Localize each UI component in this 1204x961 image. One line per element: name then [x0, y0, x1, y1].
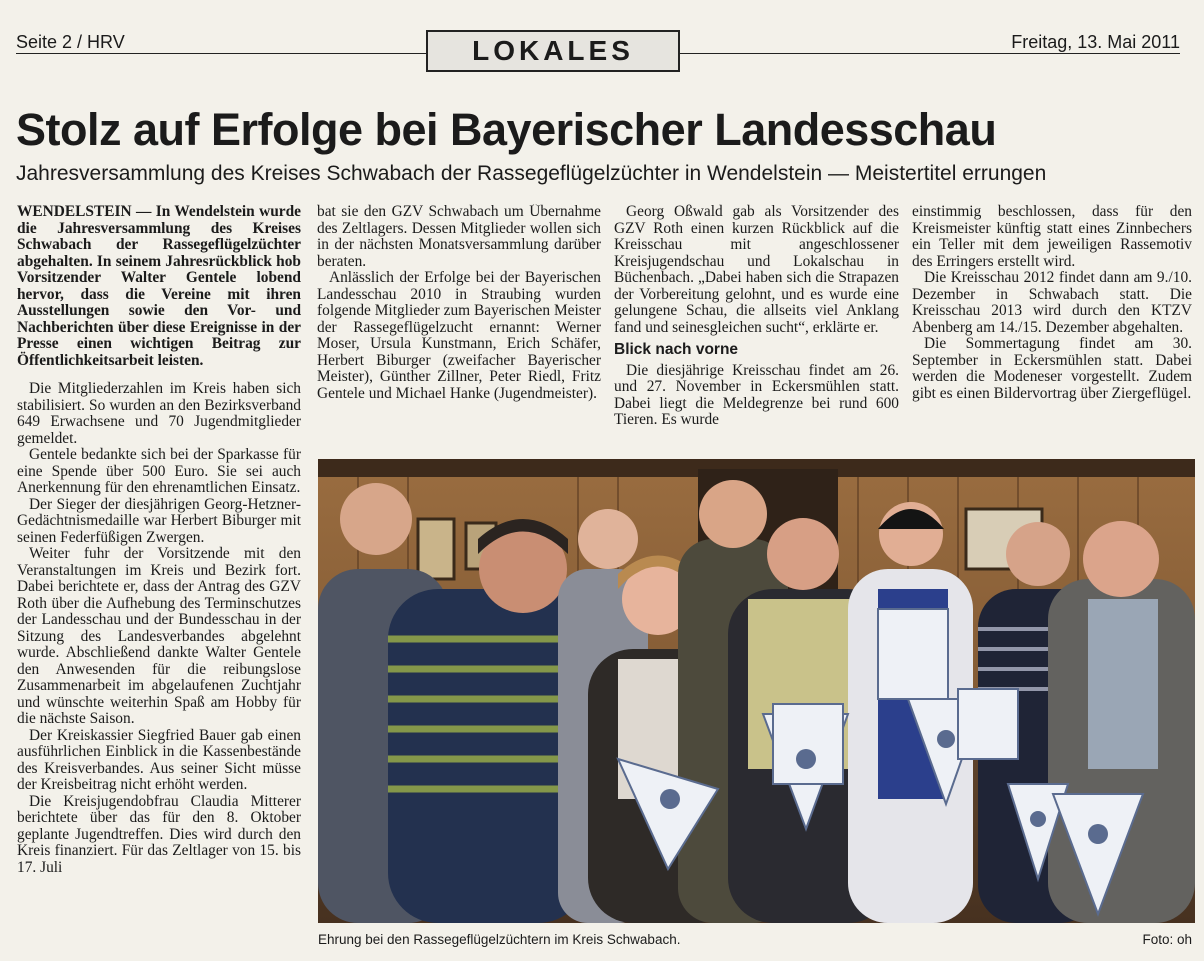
paragraph: Gentele bedankte sich bei der Sparkasse für eine Spende über 500 Euro. Sie sei auch Anerkennung für den ehrenamtlichen Einsatz. [17, 446, 301, 496]
paragraph: bat sie den GZV Schwabach um Übernahme des Zeltlagers. Dessen Mitglieder wollen sich in der nächsten Monatsversammlung darüber beraten. [317, 204, 601, 270]
photo-credit: Foto: oh [1142, 932, 1192, 947]
issue-date: Freitag, 13. Mai 2011 [1011, 32, 1180, 52]
paragraph: Die diesjährige Kreisschau findet am 26. und 27. November in Eckersmühlen statt. Dabei liegt die Meldegrenze bei rund 600 Tieren. Es wurde [614, 361, 899, 428]
paragraph: Der Sieger der diesjährigen Georg-Hetzner-Gedächtnismedaille war Herbert Biburger mit seinen Federfüßigen Zwergen. [17, 495, 301, 546]
paragraph: Der Kreiskassier Siegfried Bauer gab einen ausführlichen Einblick in die Kassenbestände des Kreisverbandes. Aus seiner Sicht müsse der Kreisbeitrag nicht erhöht werden. [17, 726, 301, 793]
header-rule-left [16, 53, 426, 54]
article-column-4 [912, 204, 1192, 456]
paragraph: Anlässlich der Erfolge bei der Bayerischen Landesschau 2010 in Straubing wurden folgende Mitglieder zum Bayerischen Meister der Rassegeflügelzucht ernannt: Werner Moser, Ursula Kunstmann, Erich Schäfer, Herbert Biburger (zweifacher Bayerischer Meister), Günther Zillner, Peter Riedl, Fritz Gentele und Michael Hanke (Jugendmeister). [317, 269, 601, 402]
lead-paragraph: WENDELSTEIN — In Wendelstein wurde die Jahresversammlung des Kreises Schwabach der Rassegeflügelzüchter abgehalten. In seinem Jahresrückblick hob Vorsitzender Walter Gentele lobend hervor, dass die Vereine mit ihren Ausstellungen sowie den Vor- und Nachberichten über diese Ereignisse in der Presse einen wichtigen Beitrag zur Öffentlichkeitsarbeit leisten. [17, 204, 301, 369]
paragraph: einstimmig beschlossen, dass für den Kreismeister künftig statt eines Zinnbechers ein Teller mit dem jeweiligen Rassemotiv des Erringers erstellt wird. [912, 204, 1192, 270]
paragraph: Die Sommertagung findet am 30. September in Eckersmühlen statt. Dabei werden die Modeneser vorgestellt. Zudem gibt es einen Bildervortrag über Ziergeflügel. [912, 335, 1192, 402]
header-rule-right [680, 53, 1180, 54]
headline: Stolz auf Erfolge bei Bayerischer Landesschau [16, 104, 997, 155]
article-column-3 [614, 204, 899, 456]
subheadline: Jahresversammlung des Kreises Schwabach der Rassegeflügelzüchter in Wendelstein — Meistertitel errungen [16, 162, 1047, 185]
paragraph: Die Kreisjugendobfrau Claudia Mitterer berichtete über das für den 8. Oktober geplante Jugendtreffen. Dies wird durch den Kreis finanziert. Für das Zeltlager von 15. bis 17. Juli [17, 792, 301, 876]
paragraph: Die Mitgliederzahlen im Kreis haben sich stabilisiert. So wurden an den Bezirksverband 649 Erwachsene und 70 Jugendmitglieder gemeldet. [17, 380, 301, 447]
article-column-2 [317, 204, 601, 456]
photo-caption: Ehrung bei den Rassegeflügelzüchtern im Kreis Schwabach. [318, 932, 681, 947]
group-photo-image [318, 459, 1195, 923]
group-photo [318, 459, 1195, 923]
section-label: LOKALES [472, 35, 634, 66]
paragraph: Weiter fuhr der Vorsitzende mit den Veranstaltungen im Kreis und Bezirk fort. Dabei berichtete er, dass der Antrag des GZV Roth über die Aufhebung des Terminschutzes der Landesschau und der Bundesschau in der Sitzung des Landesverbandes abgelehnt wurde. Abschließend dankte Walter Gentele den Anwesenden für die reibungslose Zusammenarbeit im abgelaufenen Zuchtjahr und wünschte weiterhin Spaß am Hobby für die nächste Saison. [17, 545, 301, 727]
paragraph: Georg Oßwald gab als Vorsitzender des GZV Roth einen kurzen Rückblick auf die Kreisschau mit angeschlossener Kreisjugendschau und Lokalschau in Büchenbach. „Dabei haben sich die Strapazen der Vorbereitung gelohnt, und es wurde eine gelungene Schau, die allseits viel Anklang fand und seinesgleichen sucht“, erklärte er. [614, 204, 899, 336]
page-number: Seite 2 / HRV [16, 32, 125, 52]
section-banner [426, 30, 680, 72]
section-subhead: Blick nach vorne [614, 341, 739, 358]
paragraph: Die Kreisschau 2012 findet dann am 9./10. Dezember in Schwabach statt. Die Kreisschau 2013 wird durch den KTZV Abenberg am 14./15. Dezember abgehalten. [912, 269, 1192, 336]
article-column-1 [17, 204, 301, 921]
